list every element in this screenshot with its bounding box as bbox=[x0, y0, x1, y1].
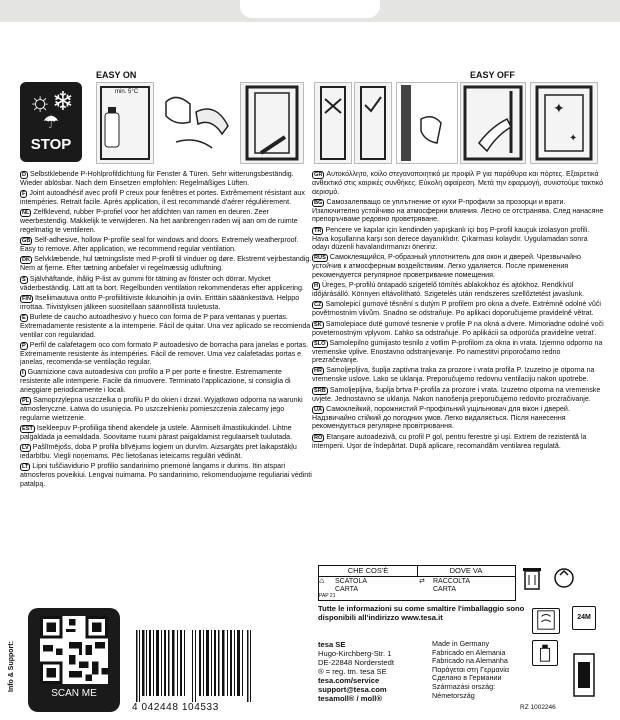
recycling-head-where: DOVE VA bbox=[417, 566, 515, 577]
step-3-apply-icon bbox=[240, 82, 304, 164]
step-6-close-icon bbox=[396, 82, 458, 164]
desc-e: E Burlete de caucho autoadhesivo y hueco con forma de P para ventanas y puertas. Extremadamente resistente a la intemperie. Fácil de quitar. Una vez aplicado se recomienda ventilar con regularidad. bbox=[20, 312, 311, 339]
made-in-line: Származási ország: bbox=[432, 681, 496, 691]
step-1-clean-icon bbox=[96, 82, 154, 164]
desc-p: P Perfil de calafetagem oco com formato P autoadesivo de borracha para janelas e portas. Extremamente resistente às intempéries. Fácil de remover. Uma vez calafetadas portas e janelas, recomenda-se ventilação regular. bbox=[20, 340, 308, 367]
desc-fin: FIN Itseliimautuva ontto P-profiilitiiviste ikkunoihin ja oviin. Erittäin sääänkestävä. Helppo irrottaa. Tiivistyksen jälkeen suositellaan säännöllistä tuuletusta. bbox=[20, 293, 300, 311]
desc-ro: RO Etanşare autoadezivă, cu profil P gol, pentru ferestre şi uşi. Extrem de rezistentă la intemperii. Uşor de îndepărtat. După aplicare, recomandăm ventilarea regulată. bbox=[312, 432, 587, 450]
pap-code: PAP 21 bbox=[319, 593, 336, 599]
support-email[interactable]: support@tesa.com bbox=[318, 685, 387, 694]
desc-lv: LV Pašlīmējošs, doba P profila blīvējums logiem un durvīm. Aizsargāts pret laikapstākļu iedarbību. Viegli noņemams. Pēc lietošanas ieteicams regulāri vēdināt. bbox=[20, 443, 297, 461]
rain-wind-icon: ☂ bbox=[42, 112, 60, 132]
city: DE-22848 Norderstedt bbox=[318, 658, 394, 667]
desc-est: EST Isekleepuv P-profiiliga tihend akendele ja ustele. Äärmiselt ilmastikukindel. Lihtne palgaldada ja eemaldada. Soovitame ruumi pärast paigaldamist regulaarselt tuulutada. bbox=[20, 424, 293, 442]
desc-gb: GB Self-adhesive, hollow P-profile seal for windows and doors. Extremely weatherproof. Easy to remove. After application, we recommend regular ventilation. bbox=[20, 236, 299, 254]
desc-rus: RUS Самоклеящийся, P-образный уплотнитель для окон и дверей. Чрезвычайно устойчив к атмосферным воздействиям. Легко удаляется. После применения рекомендуется регулярное проветривание помещения. bbox=[312, 253, 581, 279]
made-in-line: Fabricado en Alemania bbox=[432, 647, 506, 657]
airing-icon bbox=[532, 608, 560, 634]
scan-me-label: SCAN ME bbox=[51, 688, 97, 699]
step-2-peel-icon bbox=[156, 82, 234, 162]
made-in-line: Сделано в Германии bbox=[432, 673, 502, 683]
easy-off-label: EASY OFF bbox=[470, 70, 515, 80]
step-5-check-icon bbox=[354, 82, 392, 164]
arrow-icon: ⇄ bbox=[419, 578, 425, 585]
desc-nl: NL Zelfklevend, rubber P-profiel voor het afdichten van ramen en deuren. Zeer weerbestendig. Makkelijk te verwijderen. Na het aanbrengen raden wij aan om de ruimte regelmatig te ventileren. bbox=[20, 208, 298, 234]
made-in-line: Németország bbox=[432, 690, 475, 700]
hanger-hole bbox=[240, 0, 380, 18]
desc-lt: LT Lipni tuščiavidurio P profilio sandarinimo priemonė langams ir durims. Itin atspari atmosferos poveikiui. Lengvai nuimama. Po sandarinimo, rekomenduojame reguliariai vėdinti patalpą. bbox=[20, 462, 312, 488]
desc-ua: UA Самоклейкий, порожнистий P-профільний ущільнювач для вікон і дверей. Надзвичайно стійкий до погодних умов. Легко видаляється. Після нанесення рекомендується регулярне провітрювання. bbox=[312, 404, 570, 431]
made-in-line: Fabricado na Alemanha bbox=[432, 656, 508, 666]
min-temp-label: min. 5°C bbox=[115, 89, 139, 95]
company-name: tesa SE bbox=[318, 640, 346, 649]
street: Hugo-Kirchberg-Str. 1 bbox=[318, 649, 392, 658]
step-8-clean-frame-icon bbox=[530, 82, 598, 164]
desc-sk: SK Samolepiace duté gumové tesnenie v profile P na okná a dvere. Mimoriadne odolné voči poveternostným vplyvom. Ľahko sa odstraňuje. Po aplikácii sa odporúča pravidelne vetrať. bbox=[312, 319, 604, 337]
desc-fr: F Joint autoadhésif avec profil P creux pour fenêtres et portes. Extrêmement résistant aux intempéries. Retrait facile. Après application, il est recommandé d'aérer régulièrement. bbox=[20, 189, 305, 207]
desc-srb: SRB Samoljepljiva, šuplja brtva P-profila za prozore i vrata. Izuzetno otporna na vremenske uvjete. Jednostavno se uklanja. Nakon nanošenja preporučujemo redovito prozračivanje. bbox=[312, 385, 601, 403]
stop-label: STOP bbox=[30, 136, 72, 153]
svg-text:✦: ✦ bbox=[569, 133, 578, 144]
made-in-line: Made in Germany bbox=[432, 639, 490, 648]
desc-tr: TR Pencere ve kapılar için kendinden yapışkanlı içi boş P-profil kauçuk izolasyon profili. Hava koşullarına karşı son derece dayanıklıdır. Çıkarması kolaydır. Uygulamadan sonra odayı düzenli havalandırmanızı öneririz. bbox=[312, 225, 590, 252]
service-url[interactable]: tesa.com/service bbox=[318, 676, 380, 685]
snowflake-sun-icon: ☼❄ bbox=[28, 86, 74, 116]
barcode bbox=[132, 630, 262, 702]
desc-bg: BG Самозалепващо се уплътнение от кухи P-профили за прозорци и врати. Изключително устойчиво на атмосферни влияния. Лесно се отстранява. След нанасяне препоръчваме редовно проветряване. bbox=[312, 197, 604, 224]
step-4-cross-icon bbox=[314, 82, 352, 164]
step-7-remove-icon bbox=[460, 82, 526, 164]
desc-pl: PL Samoprzylepna uszczelka o profilu P do okien i drzwi. Wyjątkowo odporna na warunki atmosferyczne. Łatwa do usunięcia. Po uszczelnieniu pomieszczenia zalecamy jego regularne wietrzenie. bbox=[20, 396, 303, 422]
easy-on-label: EASY ON bbox=[96, 70, 137, 80]
desc-gr: GR Αυτοκόλλητο, κοίλο στεγανοποιητικό με προφίλ P για παράθυρα και πόρτες. Εξαιρετικά ανθεκτικό στις καιρικές συνθήκες. Εύκολη αφαίρεση. Μετά την εφαρμογή, συνιστούμε τακτικό αερισμό. bbox=[312, 170, 604, 196]
desc-dk: DK Selvklæbende, hul tætningsliste med P-profil til vinduer og døre. Ekstremt vejrbestandig. Nem at fjerne. Efter tætning anbefaler vi regelmæssig udluftning. bbox=[20, 255, 312, 273]
desc-h: H Üreges, P-profilú öntapadó szigetelő tömítés ablakokhoz és ajtókhoz. Rendkívül időjárásálló. Könnyen eltávolítható. Szigetelés után rendszeres szellőztetést javaslunk. bbox=[312, 281, 585, 299]
shelf-life-icon: 24M bbox=[572, 606, 596, 630]
recycling-destination: ⇄ RACCOLTA CARTA bbox=[419, 578, 471, 593]
recycle-loop-icon bbox=[552, 565, 576, 591]
info-support-label: Info & Support: bbox=[8, 641, 15, 692]
trash-bin-icon bbox=[520, 565, 544, 591]
svg-text:✦: ✦ bbox=[553, 100, 565, 116]
stop-weather-box bbox=[20, 82, 82, 162]
desc-i: I Guarnizione cava autoadesiva con profilo a P per porte e finestre. Estremamente resistente alle intemperie. Facile da rimuovere. Terminato l'applicazione, si consiglia di arieggiare periodicamente i locali. bbox=[20, 368, 291, 395]
qr-code[interactable] bbox=[40, 616, 108, 684]
desc-cz: CZ Samolepicí gumové těsnění s dutým P profilem pro okna a dveře. Extrémně odolné vůči povětrnostním vlivům. Snadno se odstraňuje. Po aplikaci doporučujeme pravidelně větrat. bbox=[312, 300, 601, 318]
article-code: RZ 1002246 bbox=[520, 704, 556, 711]
description-column-left bbox=[20, 170, 312, 490]
trademark-note: ® = reg. tm. tesa SE bbox=[318, 667, 387, 676]
recycle-triangle-icon: ♺ bbox=[319, 579, 325, 585]
desc-hr: HR Samoljepljiva, šuplja zaptivna traka za prozore i vrata profila P. Izuzetno je otporna na vremenske uslove. Lako se uklanja. Preporučujemo redovnu ventilaciju nakon upotrebe. bbox=[312, 366, 595, 384]
desc-s: S Självhäftande, ihålig P-list av gummi för tätning av fönster och dörrar. Mycket väderbeständig. Lätt att ta bort. Regelbunden ventilation rekommenderas efter applicering. bbox=[20, 274, 304, 292]
manufacturer-address bbox=[318, 640, 428, 703]
barcode-digits: 4 042448 104533 bbox=[132, 702, 219, 713]
italy-disposal-note: Tutte le informazioni su come smaltire l'imballaggio sono disponibili all'indirizzo www.tesa.it bbox=[318, 604, 525, 622]
recycling-material: ♺ SCATOLA CARTA PAP 21 bbox=[319, 578, 368, 599]
made-in-list bbox=[432, 640, 542, 700]
desc-slo: SLO Samolepilno gumijasto tesnilo z votlim P-profilom za okna in vrata. Izjemno odporno na vremenske vplive. Enostavno odstranjevanje. Po namestitvi priporočamo redno prezračevanje. bbox=[312, 338, 603, 365]
brand-line: tesamoll® / moll® bbox=[318, 694, 382, 703]
made-in-line: Παράγεται στη Γερμανία bbox=[432, 664, 510, 674]
package-contents-icon bbox=[572, 650, 596, 700]
recycling-table bbox=[318, 565, 516, 601]
qr-code-block[interactable] bbox=[28, 608, 120, 712]
description-column-right bbox=[312, 170, 604, 452]
desc-de: D Selbstklebende P-Hohlprofildichtung für Fenster & Türen. Sehr witterungsbeständig. Wieder ablösbar. Nach dem Einsetzen empfohlen: Regelmäßiges Lüften. bbox=[20, 170, 294, 187]
recycling-head-what: CHE COS'È bbox=[319, 566, 418, 577]
